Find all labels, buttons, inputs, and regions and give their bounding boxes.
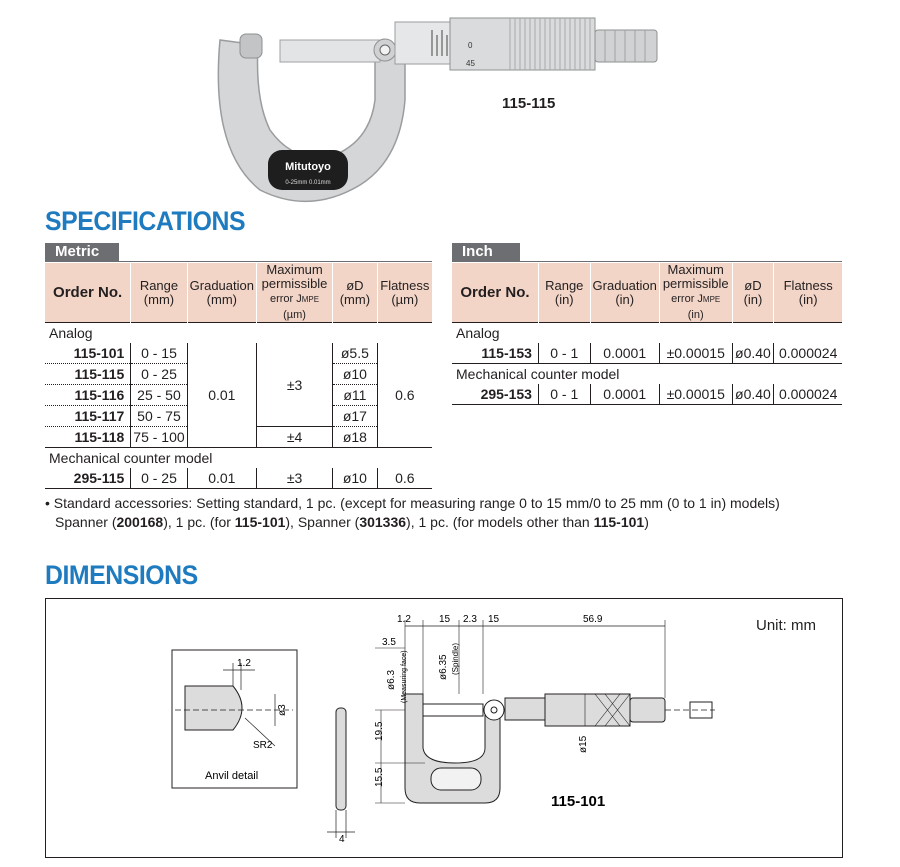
dim-o6-35: ø6.35 xyxy=(438,654,449,680)
metric-spec-table xyxy=(45,263,432,489)
graduation-cell: 0.0001 xyxy=(590,343,659,364)
metric-tab-label: Metric xyxy=(45,243,119,261)
order-295-153: 295-153 xyxy=(480,386,532,402)
inch-group-counter: Mechanical counter model xyxy=(456,366,620,382)
dim-o6-3: ø6.3 xyxy=(386,669,397,690)
inch-header-range: Range (in) xyxy=(538,263,590,323)
mpe-cell: ±0.00015 xyxy=(659,343,732,364)
micrometer-photo xyxy=(200,0,680,215)
inch-header-graduation: Graduation (in) xyxy=(590,263,659,323)
range-cell: 0 - 25 xyxy=(131,468,187,489)
inch-spec-table xyxy=(452,263,842,405)
order-115-153: 115-153 xyxy=(481,345,532,361)
graduation-cell: 0.0001 xyxy=(590,384,659,405)
dim-top-56-9: 56.9 xyxy=(583,614,603,625)
range-cell: 0 - 25 xyxy=(131,364,187,385)
dim-top-1-2: 1.2 xyxy=(397,614,411,625)
dim-top-2-3: 2.3 xyxy=(463,614,477,625)
order-295-115: 295-115 xyxy=(73,470,125,486)
frame-range-text: 0-25mm 0.01mm xyxy=(285,180,331,186)
inch-header-mpe: Maximum permissible error JMPE (in) xyxy=(659,263,732,323)
accessories-note xyxy=(45,494,875,532)
inch-header-flatness: Flatness (in) xyxy=(774,263,842,323)
metric-tab xyxy=(45,243,432,262)
metric-header-range: Range (mm) xyxy=(131,263,187,323)
range-cell: 0 - 1 xyxy=(538,384,590,405)
anvil-dim-sr2: SR2 xyxy=(253,740,273,751)
dim-19-5: 19.5 xyxy=(374,721,385,741)
unit-label: Unit: mm xyxy=(756,617,816,634)
flatness-cell: 0.6 xyxy=(377,343,432,448)
flatness-cell: 0.6 xyxy=(377,468,432,489)
anvil-dim-1-2: 1.2 xyxy=(237,658,251,669)
anvil-dim-o3: ø3 xyxy=(277,704,288,716)
dim-o15: ø15 xyxy=(578,735,589,753)
main-drawing-model: 115-101 xyxy=(551,793,606,810)
dim-o6-3-note: (Measuring face) xyxy=(401,650,408,703)
od-cell: ø0.40 xyxy=(732,343,774,364)
od-cell: ø0.40 xyxy=(732,384,774,405)
graduation-cell: 0.01 xyxy=(187,468,256,489)
thimble-mark-0: 0 xyxy=(468,41,473,50)
inch-header-od: øD (in) xyxy=(732,263,774,323)
od-cell: ø11 xyxy=(333,385,378,406)
od-cell: ø18 xyxy=(333,427,378,448)
graduation-cell: 0.01 xyxy=(187,343,256,448)
dim-top-15a: 15 xyxy=(439,614,451,625)
thimble-mark-45: 45 xyxy=(466,59,475,68)
flatness-cell: 0.000024 xyxy=(774,343,842,364)
inch-header-order: Order No. xyxy=(452,263,538,323)
order-115-117: 115-117 xyxy=(45,406,131,427)
metric-group-counter: Mechanical counter model xyxy=(49,450,213,466)
order-115-101: 115-101 xyxy=(45,343,131,364)
range-cell: 0 - 1 xyxy=(538,343,590,364)
range-cell: 50 - 75 xyxy=(131,406,187,427)
mpe-cell: ±3 xyxy=(256,343,332,427)
inch-group-analog: Analog xyxy=(456,325,500,341)
metric-group-analog: Analog xyxy=(49,325,93,341)
product-model-label: 115-115 xyxy=(502,95,556,112)
anvil-detail-caption: Anvil detail xyxy=(205,770,259,782)
mpe-cell: ±0.00015 xyxy=(659,384,732,405)
flatness-cell: 0.000024 xyxy=(774,384,842,405)
mpe-cell: ±4 xyxy=(256,427,332,448)
metric-header-mpe: Maximum permissible error JMPE (µm) xyxy=(256,263,332,323)
mpe-cell: ±3 xyxy=(256,468,332,489)
dimensions-heading: DIMENSIONS xyxy=(45,560,198,590)
od-cell: ø10 xyxy=(333,364,378,385)
order-115-116: 115-116 xyxy=(45,385,131,406)
range-cell: 0 - 15 xyxy=(131,343,187,364)
accessories-line-2: Spanner (200168), 1 pc. (for 115-101), Spanner (301336), 1 pc. (for models other than 115-101) xyxy=(55,514,649,530)
range-cell: 75 - 100 xyxy=(131,427,187,448)
dim-15-5: 15.5 xyxy=(374,767,385,787)
range-cell: 25 - 50 xyxy=(131,385,187,406)
accessories-line-1: • Standard accessories: Setting standard, 1 pc. (except for measuring range 0 to 15 mm/0 to 25 mm (0 to 1 in) models) xyxy=(45,495,780,511)
od-cell: ø17 xyxy=(333,406,378,427)
order-115-115: 115-115 xyxy=(45,364,131,385)
brand-logo: Mitutoyo xyxy=(285,161,331,173)
inch-tab-label: Inch xyxy=(452,243,520,261)
dimension-drawing xyxy=(45,598,841,856)
metric-header-flatness: Flatness (µm) xyxy=(377,263,432,323)
od-cell: ø5.5 xyxy=(333,343,378,364)
metric-header-order: Order No. xyxy=(45,263,131,323)
dim-3-5: 3.5 xyxy=(382,637,396,648)
metric-header-od: øD (mm) xyxy=(333,263,378,323)
od-cell: ø10 xyxy=(333,468,378,489)
inch-tab xyxy=(452,243,842,262)
metric-header-graduation: Graduation (mm) xyxy=(187,263,256,323)
side-dim-4: 4 xyxy=(339,834,345,845)
dim-o6-35-note: (Spindle) xyxy=(451,642,460,675)
order-115-118: 115-118 xyxy=(74,429,125,445)
dim-top-15b: 15 xyxy=(488,614,500,625)
specifications-heading: SPECIFICATIONS xyxy=(45,206,246,236)
